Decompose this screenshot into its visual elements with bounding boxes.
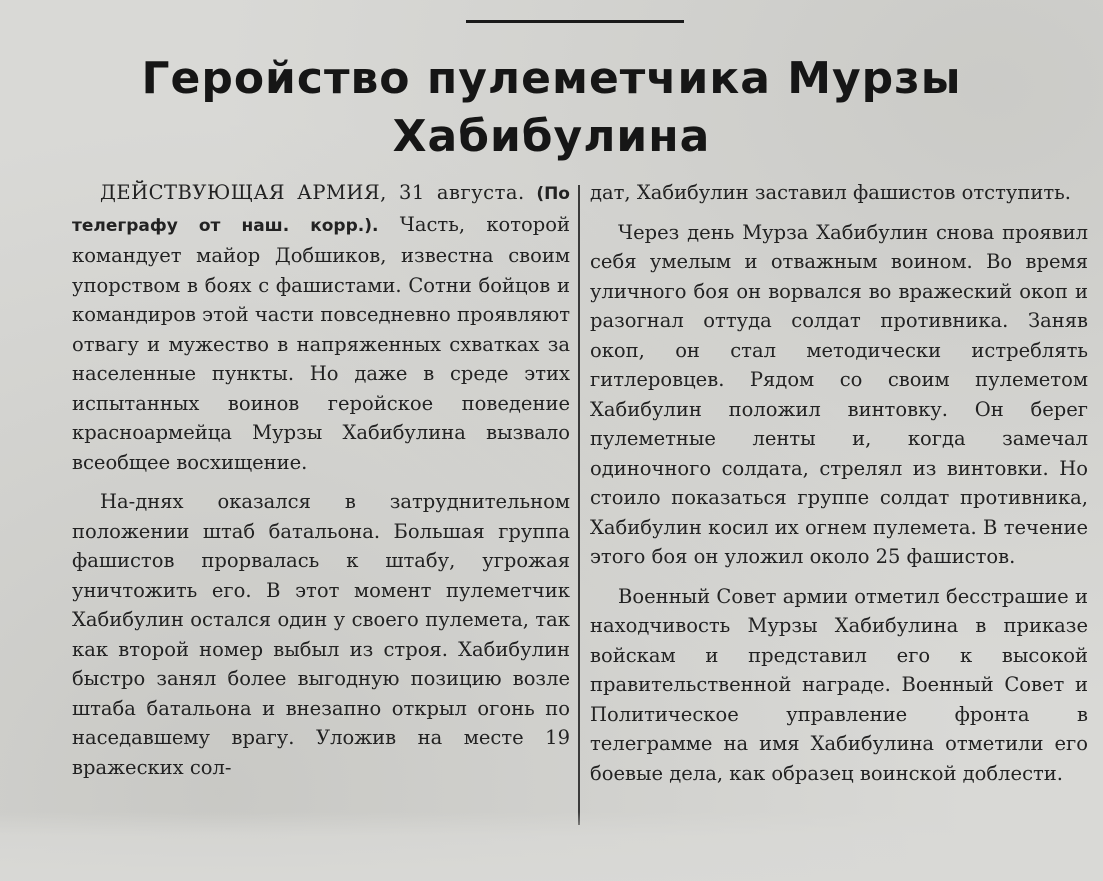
article-column-left xyxy=(72,178,570,792)
print-fade-overlay xyxy=(0,812,1103,881)
article-paragraph: дат, Хабибулин заставил фашистов отступить. xyxy=(590,181,1071,204)
column-divider xyxy=(578,185,580,825)
headline-line-1: Геройство пулеметчика Мурзы xyxy=(141,53,962,104)
headline-line-2: Хабибулина xyxy=(392,111,711,162)
paragraph-text: Часть, которой командует майор Добшиков, известна своим упорством в боях с фашистами. Сотни бойцов и командиров этой части повседневно проявляют отвагу и мужество в напряженных схватках за населенные пункты. Но даже в среде этих испытанных воинов геройское поведение красноармейца Мурзы Хабибулина вызвало всеобщее восхищение. xyxy=(72,212,570,474)
top-rule xyxy=(466,20,684,23)
article-headline xyxy=(60,50,1043,166)
article-paragraph xyxy=(72,178,570,477)
article-paragraph: На-днях оказался в затруднительном положении штаб батальона. Большая группа фашистов прорвалась к штабу, угрожая уничтожить его. В этот момент пулеметчик Хабибулин остался один у своего пулемета, так как второй номер выбыл из строя. Хабибулин быстро занял более выгодную позицию возле штаба батальона и внезапно открыл огонь по наседавшему врагу. Уложив на месте 19 вражеских сол- xyxy=(72,490,570,779)
dateline: ДЕЙСТВУЮЩАЯ АРМИЯ, 31 августа. xyxy=(100,181,525,204)
source-credit: (По телеграфу от наш. корр.). xyxy=(72,184,570,236)
article-column-right xyxy=(590,178,1088,798)
article-paragraph: Через день Мурза Хабибулин снова проявил себя умелым и отважным воином. Во время уличного боя он ворвался во вражеский окоп и разогнал оттуда солдат противника. Заняв окоп, он стал методически истреблять гитлеровцев. Рядом со своим пулеметом Хабибулин положил винтовку. Он берег пулеметные ленты и, когда замечал одиночного солдата, стрелял из винтовки. Но стоило показаться группе солдат противника, Хабибулин косил их огнем пулемета. В течение этого боя он уложил около 25 фашистов. xyxy=(590,220,1088,568)
article-paragraph: Военный Совет армии отметил бесстрашие и находчивость Мурзы Хабибулина в приказе войскам и представил его к высокой правительственной награде. Военный Совет и Политическое управление фронта в телеграмме на имя Хабибулина отметили его боевые дела, как образец воинской доблести. xyxy=(590,584,1088,785)
